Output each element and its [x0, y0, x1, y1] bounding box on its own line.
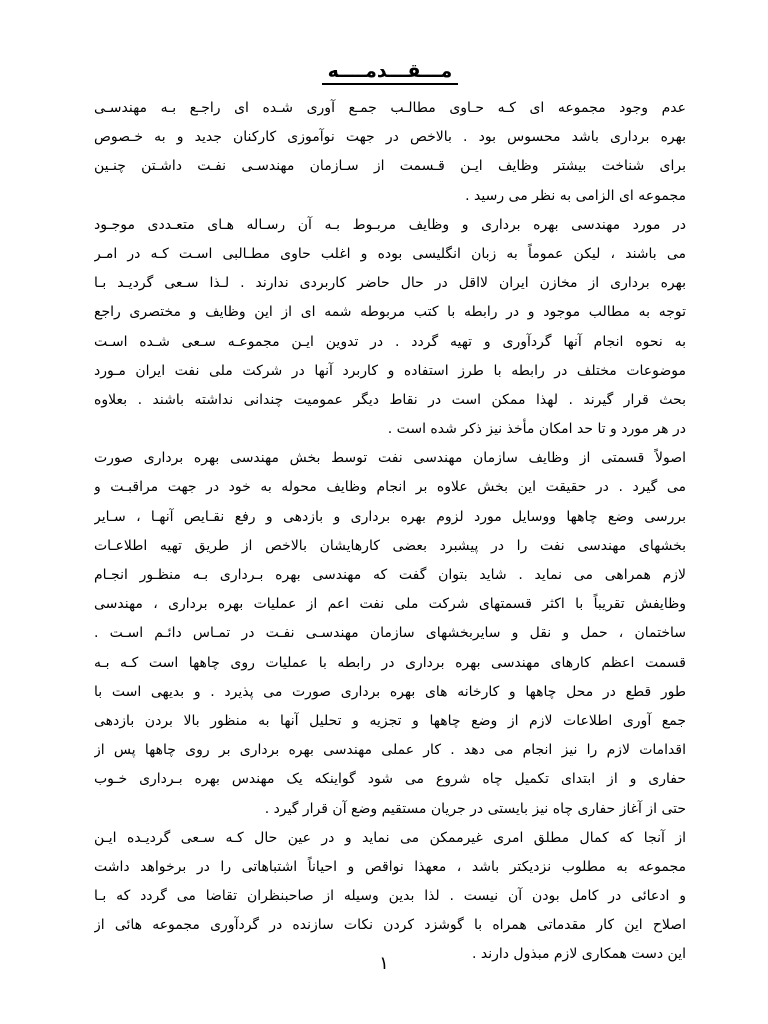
page-number: ۱ — [379, 953, 389, 974]
paragraph — [94, 94, 686, 211]
body-text — [94, 94, 686, 970]
paragraph — [94, 444, 686, 823]
text-line: برای شناخت بیشتر وظایف ایـن قـسمت از سـازمان مهندسـی نفـت داشـتن چنـین — [94, 158, 686, 175]
text-line: بخشهای مهندسی نفت را در پیشبرد بعضی کارهایشان بالاخص از طریق تهیه اطلاعـات — [94, 537, 686, 554]
text-line: اقدامات لازم را نیز انجام می دهد . کار عملی مهندسی بهره برداری بر روی چاهها پس از — [94, 742, 686, 759]
text-line: به نحوه انجام آنها گردآوری و تهیه گردد . در تدوین ایـن مجموعـه سـعی شـده اسـت — [94, 333, 686, 350]
text-line: مجموعه به مطلوب نزدیکتر باشد ، معهذا نواقص و احیاناً اشتباهاتی را در برخواهد داشت — [94, 858, 686, 875]
text-line: و ادعائی در کامل بودن آن نیست . لذا بدین وسیله از صاحبنظران تقاضا می گردد که بـا — [94, 888, 686, 905]
text-line: قسمت اعظم کارهای مهندسی بهره برداری در رابطه با عملیات روی چاهها است کـه بـه — [94, 654, 686, 671]
text-line: این دست همکاری لازم مبذول دارند . — [471, 946, 686, 963]
text-line: حتی از آغاز حفاری چاه نیز بایستی در جریان مستقیم وضع آن قرار گیرد . — [264, 800, 686, 817]
page-title — [94, 56, 686, 88]
text-line: حفاری و از ابتدای تکمیل چاه شروع می شود گواینکه یک مهندس بهره بـرداری خـوب — [94, 771, 686, 788]
text-line: مجموعه ای الزامی به نظر می رسید . — [465, 187, 686, 204]
text-line: لازم همراهی می نماید . شاید بتوان گفت که مهندسی بهره بـرداری بـه منظـور انجـام — [94, 567, 686, 583]
text-line: می گیرد . در حقیقت این بخش علاوه بر انجام وظایف محوله به خود در جهت مراقبـت و — [94, 479, 686, 496]
text-line: بهره برداری باشد محسوس بود . بالاخص در جهت نوآموزی کارکنان جدید و به خـصوص — [94, 129, 686, 146]
text-line: اصولاً قسمتی از وظایف سازمان مهندسی نفت توسط بخش مهندسی بهره برداری صورت — [94, 450, 686, 467]
text-line: در مورد مهندسی بهره برداری و وظایف مربـوط بـه آن رسـاله هـای متعـددی موجـود — [94, 216, 686, 233]
text-line: موضوعات مختلف در رابطه با طرز استفاده و کاربرد آنها در شرکت ملی نفت ایران مـورد — [94, 362, 686, 379]
text-line: از آنجا که کمال مطلق امری غیرممکن می نماید و در عین حال کـه سـعی گردیـده ایـن — [94, 829, 686, 846]
text-line: در هر مورد و تا حد امکان مأخذ نیز ذکر شده است . — [387, 421, 686, 438]
text-line: عدم وجود مجموعه ای کـه حـاوی مطالـب جمـع آوری شـده ای راجـع بـه مهندسـی — [94, 100, 686, 116]
paragraph — [94, 211, 686, 445]
text-line: وظایفش تقریباً با اکثر قسمتهای شرکت ملی نفت اعم از عملیات بهره برداری ، مهندسی — [94, 596, 686, 613]
text-line: بررسی وضع چاهها ووسایل مورد لزوم بهره برداری و بازدهی و رفع نقـایص آنهـا ، سـایر — [94, 508, 686, 525]
text-line: طور قطع در محل چاهها و کارخانه های بهره برداری صورت می پذیرد . و بدیهی است با — [94, 683, 686, 700]
text-line: می باشند ، لیکن عموماً به زبان انگلیسی بوده و اغلب حاوی مطـالبی اسـت کـه در امـر — [94, 245, 686, 262]
text-line: توجه به مطالب موجود و در رابطه با کتب مربوطه شمه ای از این وظایف و مختصری راجع — [94, 304, 686, 321]
text-line: ساختمان ، حمل و نقل و سایربخشهای سازمان مهندسـی نفـت در تمـاس دائـم اسـت . — [94, 625, 686, 642]
page-title-text: مـــقـــدمــــه — [322, 59, 459, 85]
text-line: بحث قرار گیرند . لهذا ممکن است در نقاط دیگر عمومیت چندانی نداشته باشند . بعلاوه — [94, 391, 686, 408]
text-line: اصلاح این کار مقدماتی همراه با گوشزد کردن نکات سازنده در گردآوری مجموعه هائی از — [94, 917, 686, 934]
text-line: جمع آوری اطلاعات لازم از وضع چاهها و تجزیه و تحلیل آنها به منظور بالا بردن بازدهی — [94, 712, 686, 729]
document-page — [94, 56, 686, 1024]
text-line: بهره برداری از مخازن ایران لااقل در حال حاضر کاربردی ندارند . لـذا سـعی گردیـد بـا — [94, 275, 686, 292]
paragraph — [94, 824, 686, 970]
